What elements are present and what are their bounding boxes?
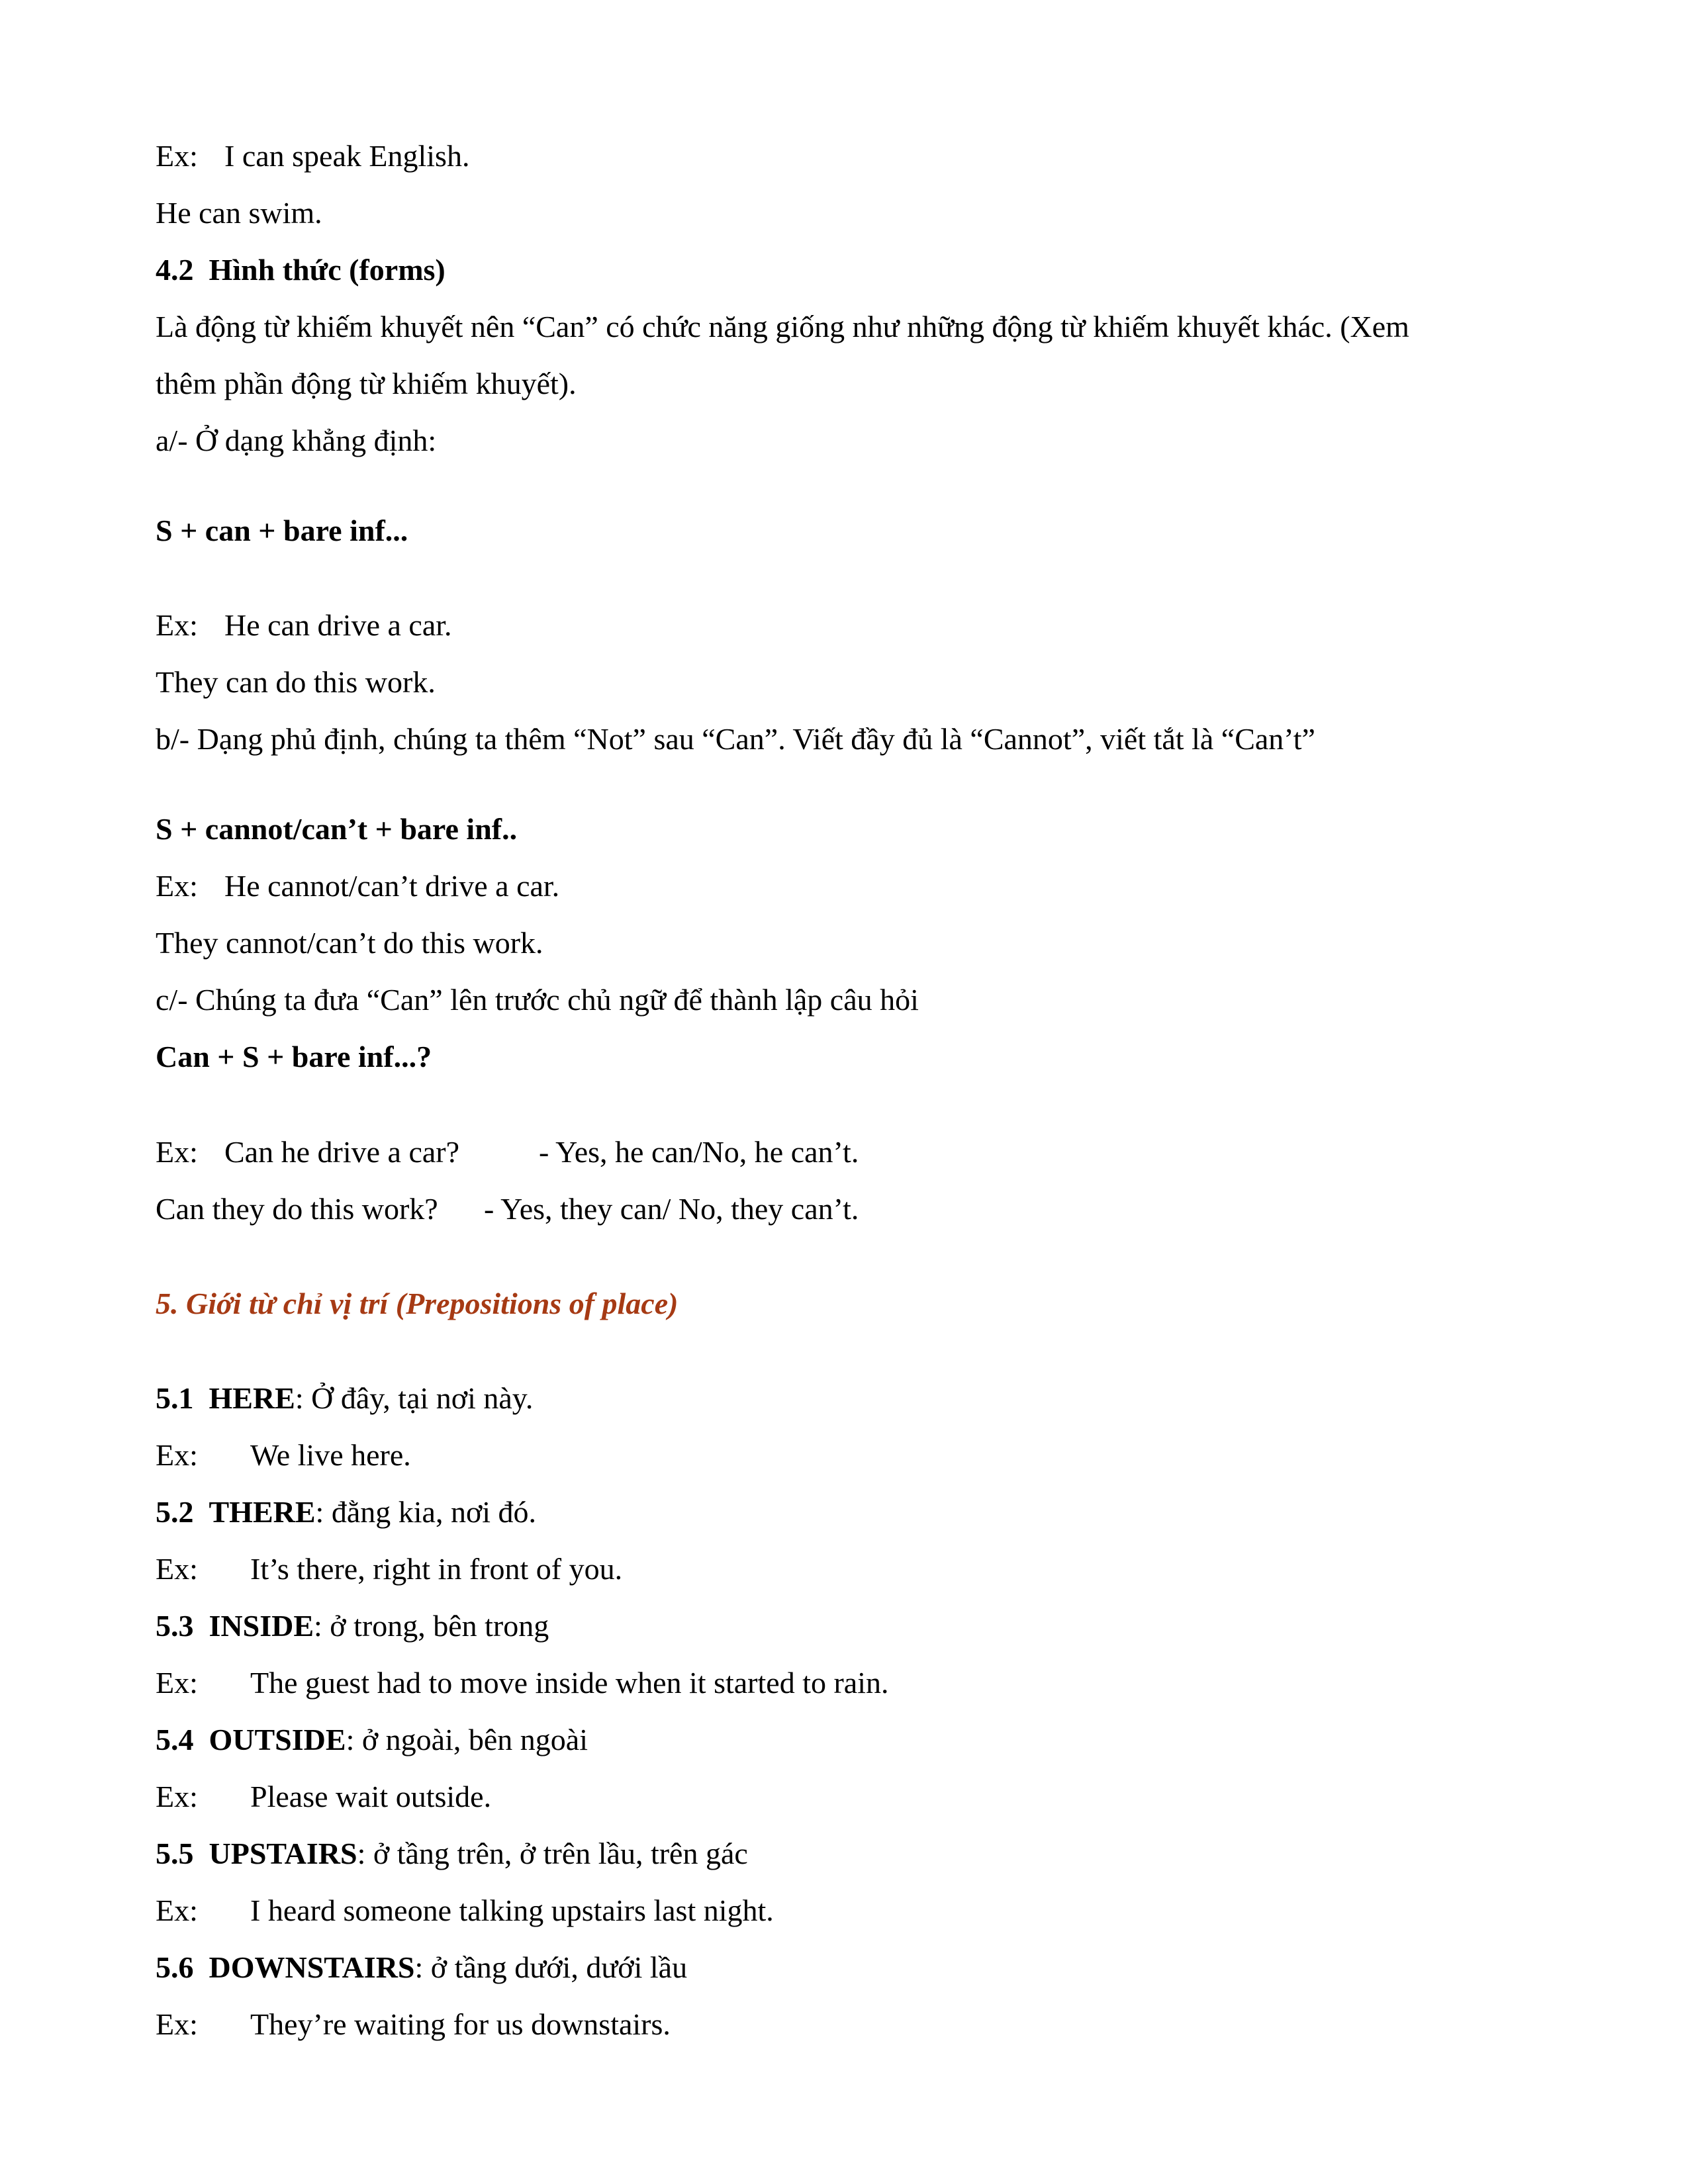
example-line xyxy=(156,1554,622,1584)
example-line: He can swim. xyxy=(156,196,322,230)
example-line xyxy=(156,1194,859,1224)
example-line xyxy=(156,1782,491,1812)
formula: S + can + bare inf... xyxy=(156,514,408,547)
subsection-label: c/- Chúng ta đưa “Can” lên trước chủ ngữ để thành lập câu hỏi xyxy=(156,983,919,1017)
example-line: They can do this work. xyxy=(156,665,436,699)
ex-label: Ex: xyxy=(156,608,198,642)
example-line xyxy=(156,1895,774,1926)
example-text: I heard someone talking upstairs last night. xyxy=(250,1893,774,1927)
ex-label: Ex: xyxy=(156,1552,198,1586)
preposition-heading xyxy=(156,1725,588,1755)
preposition-meaning: : ở ngoài, bên ngoài xyxy=(346,1723,588,1756)
example-answer: - Yes, they can/ No, they can’t. xyxy=(484,1192,859,1226)
subsection-label: b/- Dạng phủ định, chúng ta thêm “Not” sau “Can”. Viết đầy đủ là “Cannot”, viết tắt là “Can’t” xyxy=(156,722,1315,756)
ex-label: Ex: xyxy=(156,1438,198,1472)
preposition-number: 5.2 xyxy=(156,1495,194,1529)
preposition-meaning: : Ở đây, tại nơi này. xyxy=(295,1381,534,1415)
ex-label: Ex: xyxy=(156,1666,198,1700)
ex-label: Ex: xyxy=(156,2007,198,2041)
example-line xyxy=(156,610,452,641)
example-text: I can speak English. xyxy=(224,139,470,173)
preposition-number: 5.4 xyxy=(156,1723,194,1756)
formula: Can + S + bare inf...? xyxy=(156,1040,432,1073)
preposition-number: 5.5 xyxy=(156,1837,194,1870)
section-heading-4-2 xyxy=(156,255,445,285)
section-heading-5: 5. Giới từ chỉ vị trí (Prepositions of place) xyxy=(156,1287,679,1320)
preposition-word: HERE xyxy=(209,1381,295,1415)
example-line xyxy=(156,141,469,171)
example-text: We live here. xyxy=(250,1438,411,1472)
preposition-number: 5.6 xyxy=(156,1950,194,1984)
preposition-word: OUTSIDE xyxy=(209,1723,346,1756)
example-line: They cannot/can’t do this work. xyxy=(156,926,543,960)
preposition-heading xyxy=(156,1952,687,1983)
example-text: Please wait outside. xyxy=(250,1780,492,1813)
example-line xyxy=(156,1668,889,1698)
example-line xyxy=(156,1440,411,1471)
preposition-heading xyxy=(156,1839,748,1869)
example-question: Can they do this work? xyxy=(156,1192,438,1226)
preposition-word: INSIDE xyxy=(209,1609,314,1643)
section-title: Hình thức (forms) xyxy=(209,253,445,287)
example-question: Can he drive a car? xyxy=(224,1135,460,1169)
ex-label: Ex: xyxy=(156,1893,198,1927)
preposition-meaning: : ở trong, bên trong xyxy=(314,1609,549,1643)
example-text: It’s there, right in front of you. xyxy=(250,1552,623,1586)
preposition-heading xyxy=(156,1611,549,1641)
example-answer: - Yes, he can/No, he can’t. xyxy=(539,1135,859,1169)
preposition-number: 5.3 xyxy=(156,1609,194,1643)
example-line xyxy=(156,1137,859,1167)
example-line xyxy=(156,2009,671,2040)
preposition-meaning: : ở tầng dưới, dưới lầu xyxy=(414,1950,688,1984)
ex-label: Ex: xyxy=(156,869,198,903)
preposition-meaning: : đằng kia, nơi đó. xyxy=(315,1495,537,1529)
subsection-label: a/- Ở dạng khẳng định: xyxy=(156,424,437,457)
formula: S + cannot/can’t + bare inf.. xyxy=(156,812,518,846)
preposition-meaning: : ở tầng trên, ở trên lầu, trên gác xyxy=(357,1837,748,1870)
paragraph-line: Là động từ khiếm khuyết nên “Can” có chức năng giống như những động từ khiếm khuyết khác. (Xem xyxy=(156,310,1409,343)
example-text: The guest had to move inside when it started to rain. xyxy=(250,1666,889,1700)
ex-label: Ex: xyxy=(156,139,198,173)
ex-label: Ex: xyxy=(156,1135,198,1169)
paragraph-line: thêm phần động từ khiếm khuyết). xyxy=(156,367,577,400)
preposition-heading xyxy=(156,1497,536,1527)
preposition-heading xyxy=(156,1383,533,1414)
example-text: They’re waiting for us downstairs. xyxy=(250,2007,671,2041)
example-line xyxy=(156,871,559,901)
preposition-word: DOWNSTAIRS xyxy=(209,1950,415,1984)
section-number: 4.2 xyxy=(156,253,194,287)
preposition-word: UPSTAIRS xyxy=(209,1837,357,1870)
example-text: He can drive a car. xyxy=(224,608,452,642)
preposition-word: THERE xyxy=(209,1495,316,1529)
example-text: He cannot/can’t drive a car. xyxy=(224,869,560,903)
preposition-number: 5.1 xyxy=(156,1381,194,1415)
ex-label: Ex: xyxy=(156,1780,198,1813)
